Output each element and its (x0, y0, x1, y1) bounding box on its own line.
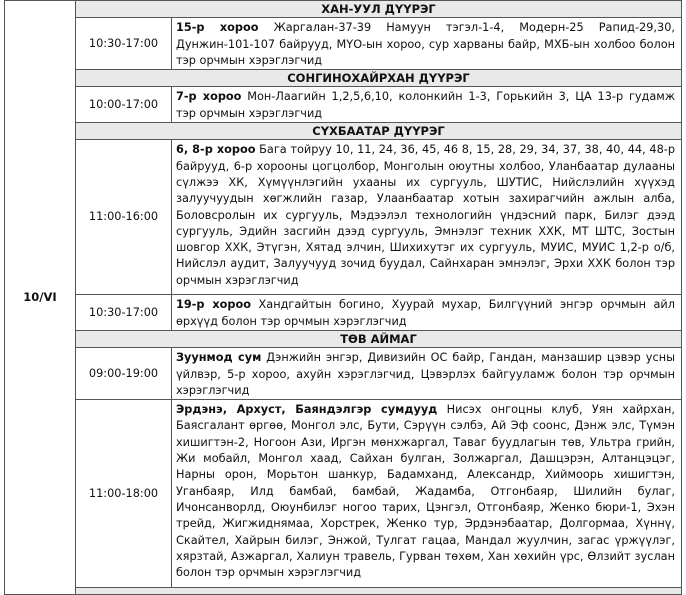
time-cell: 10:30-17:00 (76, 295, 172, 331)
area-list: Жаргалан-37-39 Намуун тэгэл-1-4, Модерн-25 Рапид-29,30, Дунжин-101-107 байрууд, МҮО-ын хороо, сур харваны байр, МХБ-ын холбоо болон тэр орчмын хэрэглэгчид (176, 21, 675, 67)
sum-label: Эрдэнэ, Архуст, Баяндэлгэр сумдууд (176, 403, 438, 417)
area-list: Дэнжийн энгэр, Дивизийн ОС байр, Гандан, манзашир цэвэр усны үйлвэр, 5-р хороо, ахуйн хэрэглэгчид, Цэвэрлэх байгууламж болон тэр орчмын хэрэглэгчид (176, 351, 676, 397)
area-list: Нисэх онгоцны клуб, Уян хайрхан, Баясгалант өргөө, Монгол элс, Бути, Сэрүүн сэлбэ, Ай Эф соонс, Дэнж элс, Түмэн хишигтэн-2, Ногоон Ази, Иргэн мөнхжаргал, Таваг буудлагын төв, Ультра грийн, Жи мобайл, Монгол хаад, Сайхан булган, Золжаргал, Дашцэрэн, Алтанцэцэг, Нарны орон, Морьтон шанкур, Бадамханд, Александр, Хиймоорь хишигтэн, Уганбаяр, Илд бамбай, бамбай, Жадамба, Отгонбаяр, Шилийн булаг, Ичонсанворлд, Оюунбилэг ногоо тарих, Цэнгэл, Отгонбаяр, Женко бюри-1, Эхэн трейд, Жигжиднямаа, Хорстрек, Женко тур, Эрдэнэбаатар, Долгормаа, Хүннү, Скайтел, Хайрын билэг, Энжой, Тулгат гацаа, Мандал жуулчин, загас үржүүлэг, хярзтай, Азжаргал, Халиун травель, Гурван төхөм, Хан хөхийн үрс, Өлзийт зуслан болон тэр орчмын хэрэглэгчид (176, 403, 675, 580)
next-section-header (76, 588, 682, 595)
khoroo-label: 15-р хороо (176, 21, 259, 35)
area-description (172, 140, 682, 295)
khoroo-label: 7-р хороо (176, 90, 242, 104)
district-header-sukhbaatar: СҮХБААТАР ДҮҮРЭГ (76, 123, 682, 140)
area-description (172, 87, 682, 123)
district-header-songinokhairkhan: СОНГИНОХАЙРХАН ДҮҮРЭГ (76, 70, 682, 87)
area-description (172, 348, 682, 400)
time-cell: 09:00-19:00 (76, 348, 172, 400)
area-list: Хандгайтын богино, Хуурай мухар, Билгүүний энгэр орчмын айл өрхүүд болон тэр орчмын хэрэглэгчид (176, 298, 675, 328)
sum-label: Зуунмод сум (176, 351, 262, 365)
district-header-khan-uul: ХАН-УУЛ ДҮҮРЭГ (76, 1, 682, 18)
area-list: Мон-Лаагийн 1,2,5,6,10, колонкийн 1-3, Горькийн 3, ЦА 13-р гудамж тэр орчмын хэрэглэгчид (176, 90, 675, 120)
area-description (172, 400, 682, 588)
khoroo-label: 6, 8-р хороо (176, 143, 256, 157)
time-cell: 11:00-18:00 (76, 400, 172, 588)
time-cell: 10:00-17:00 (76, 87, 172, 123)
area-description (172, 295, 682, 331)
time-cell: 10:30-17:00 (76, 18, 172, 70)
area-description (172, 18, 682, 70)
khoroo-label: 19-р хороо (176, 298, 252, 312)
area-list: Бага тойруу 10, 11, 24, 36, 45, 46 8, 15, 28, 29, 34, 37, 38, 40, 44, 48-р байрууд, 6-р хорооны цогцолбор, Монголын оюутны холбоо, Уланбаатар дулааны сүлжээ ХК, Хүмүүнлэгийн ухааны их сургууль, ШУТИС, Нийслэлийн хүүхэд залуучуудын хөгжлийн газар, Улаанбаатар хотын захирагчийн ажлын алба, Боловсролын их сургууль, Мэдээлэл технологийн үндэсний парк, Билэг дээд сургууль, Эдийн засгийн дээд сургууль, Эмнэлэг техник ХХК, МТ ШТС, Зостын шовгор ХХК, Этүгэн, Хятад элчин, Шихихутэг их сургууль, МУИС, МУИС 1,2-р о/б, Нийслэл аудит, Залуучууд зочид буудал, Сайнхаран эмнэлэг, Эрхи ХХК болон тэр орчмын хэрэглэгчид (176, 143, 676, 287)
district-header-tuv-aimag: ТӨВ АЙМАГ (76, 330, 682, 347)
date-cell: 10/VI (5, 1, 76, 595)
power-outage-schedule-table (4, 0, 682, 595)
time-cell: 11:00-16:00 (76, 140, 172, 295)
